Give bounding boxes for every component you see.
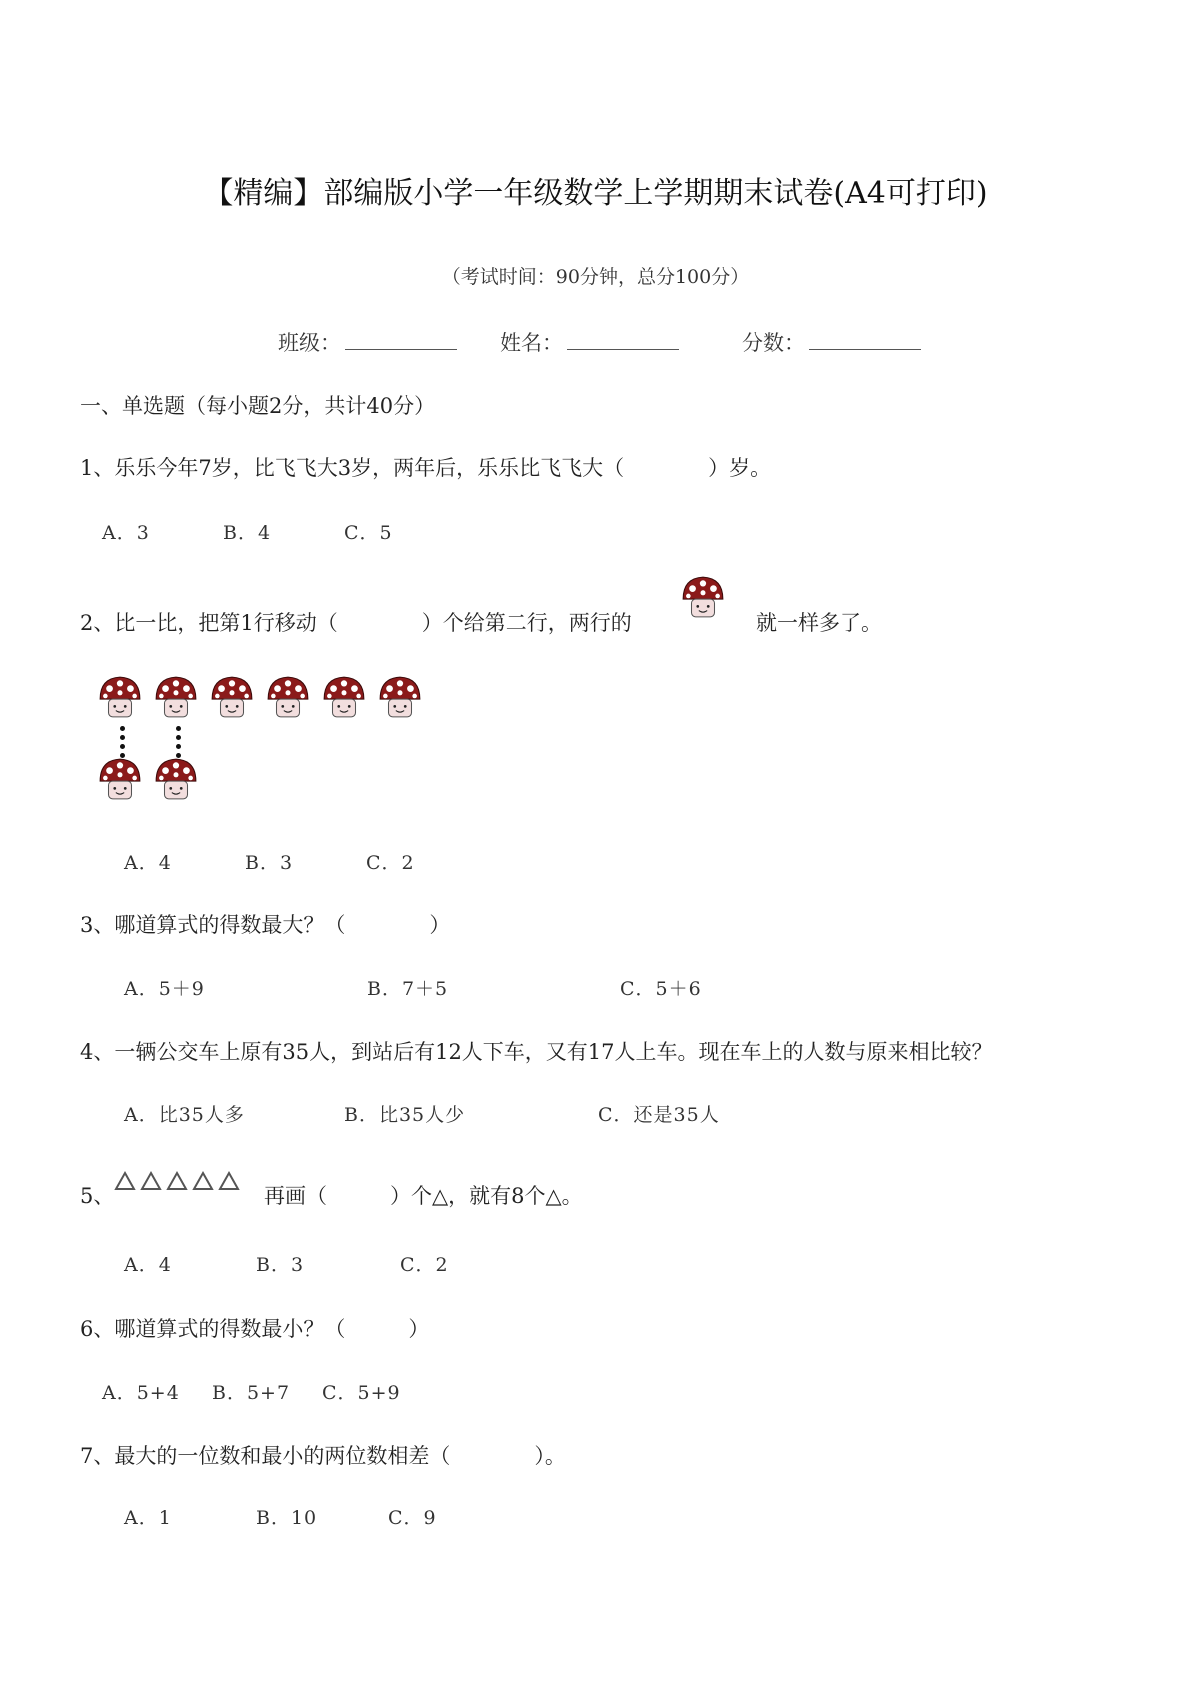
triangle-icon [166,1170,188,1196]
name-label: 姓名： [500,331,563,355]
exam-subtitle: （考试时间：90分钟，总分100分） [441,266,750,288]
mushroom-icon [265,674,311,724]
question-6: 6、哪道算式的得数最小？（ ） [80,1317,430,1341]
q1-option-a[interactable]: A．3 [102,522,150,544]
triangle-icon [192,1170,214,1196]
triangle-icon [140,1170,162,1196]
class-label: 班级： [278,331,341,355]
q4-option-a[interactable]: A．比35人多 [124,1104,245,1126]
name-blank[interactable] [567,333,679,350]
q5-option-c[interactable]: C．2 [400,1254,449,1276]
score-field[interactable] [742,327,921,357]
question-1: 1、乐乐今年7岁，比飞飞大3岁，两年后，乐乐比飞飞大（ ）岁。 [80,456,772,480]
name-field[interactable] [500,327,679,357]
class-field[interactable] [278,327,457,357]
q7-option-c[interactable]: C．9 [388,1507,437,1529]
q2-option-b[interactable]: B．3 [245,852,294,874]
mushroom-icon [209,674,255,724]
triangle-strip [114,1170,240,1196]
q6-option-b[interactable]: B．5+7 [212,1382,291,1404]
question-3: 3、哪道算式的得数最大？（ ） [80,913,451,937]
section-heading: 一、单选题（每小题2分，共计40分） [80,394,436,418]
q3-option-c[interactable]: C．5＋6 [620,978,702,1000]
question-4: 4、一辆公交车上原有35人，到站后有12人下车，又有17人上车。现在车上的人数与原来相比较？ [80,1040,993,1064]
triangle-icon [114,1170,136,1196]
q1-option-c[interactable]: C．5 [344,522,393,544]
score-blank[interactable] [809,333,921,350]
question-2-text-b: 就一样多了。 [756,611,882,635]
q4-option-b[interactable]: B．比35人少 [344,1104,466,1126]
class-blank[interactable] [345,333,457,350]
question-5-number: 5、 [80,1184,115,1208]
q2-option-a[interactable]: A．4 [124,852,172,874]
q6-option-a[interactable]: A．5+4 [102,1382,180,1404]
question-5-text: 再画（ ）个△，就有8个△。 [264,1184,583,1208]
mushroom-icon [97,756,143,806]
triangle-icon [218,1170,240,1196]
q7-option-a[interactable]: A．1 [124,1507,172,1529]
score-label: 分数： [742,331,805,355]
question-7: 7、最大的一位数和最小的两位数相差（ ）。 [80,1444,566,1468]
mushroom-icon [153,756,199,806]
q6-option-c[interactable]: C．5+9 [322,1382,401,1404]
q7-option-b[interactable]: B．10 [256,1507,318,1529]
question-2-text-a: 2、比一比，把第1行移动（ ）个给第二行，两行的 [80,611,632,635]
q2-option-c[interactable]: C．2 [366,852,415,874]
page-title: 【精编】部编版小学一年级数学上学期期末试卷(A4可打印) [203,176,988,211]
q5-option-a[interactable]: A．4 [124,1254,172,1276]
mushroom-icon [377,674,423,724]
q3-option-b[interactable]: B．7＋5 [367,978,449,1000]
mushroom-icon [321,674,367,724]
mushroom-icon [97,674,143,724]
mushroom-icon [153,674,199,724]
q4-option-c[interactable]: C．还是35人 [598,1104,720,1126]
q1-option-b[interactable]: B．4 [223,522,272,544]
q5-option-b[interactable]: B．3 [256,1254,305,1276]
q3-option-a[interactable]: A．5＋9 [124,978,205,1000]
mushroom-icon-inline [680,574,726,624]
